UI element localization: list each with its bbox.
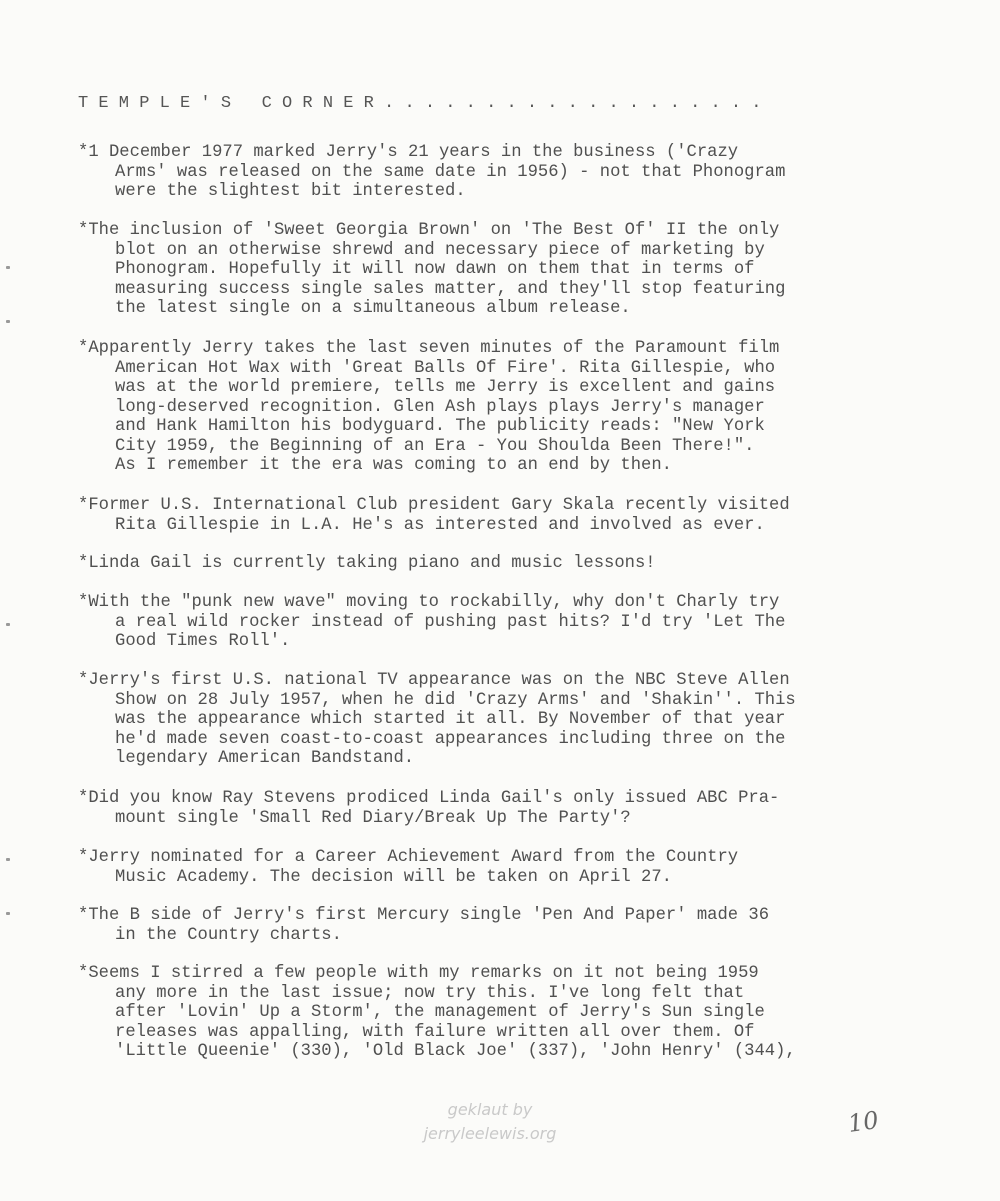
paragraph-line: *The B side of Jerry's first Mercury single 'Pen And Paper' made 36 xyxy=(78,906,770,925)
paragraph-line: *Former U.S. International Club president Gary Skala recently visited xyxy=(78,496,790,515)
paragraph-line: *Jerry's first U.S. national TV appearance was on the NBC Steve Allen xyxy=(78,671,790,690)
paragraph-line: Rita Gillespie in L.A. He's as interested and involved as ever. xyxy=(115,515,765,535)
paragraph-line: a real wild rocker instead of pushing past hits? I'd try 'Let The xyxy=(115,612,786,632)
paragraph-line: Show on 28 July 1957, when he did 'Crazy Arms' and 'Shakin''. This xyxy=(115,690,796,710)
paragraph xyxy=(78,906,769,945)
margin-mark xyxy=(6,912,10,915)
paragraph xyxy=(78,848,738,887)
paragraph-line: he'd made seven coast-to-coast appearances including three on the xyxy=(115,729,786,749)
paragraph-line: legendary American Bandstand. xyxy=(115,749,415,768)
watermark-line: geklaut by xyxy=(447,1100,533,1119)
paragraph xyxy=(78,593,785,652)
paragraph xyxy=(78,496,790,535)
paragraph xyxy=(78,789,779,828)
paragraph xyxy=(78,221,785,319)
paragraph-line: As I remember it the era was coming to an end by then. xyxy=(115,456,672,475)
paragraph-line: and Hank Hamilton his bodyguard. The publicity reads: "New York xyxy=(115,417,765,436)
paragraph-line: *Linda Gail is currently taking piano and music lessons! xyxy=(78,554,656,573)
paragraph xyxy=(78,143,785,202)
paragraph-line: *With the "punk new wave" moving to rockabilly, why don't Charly try xyxy=(78,593,780,612)
paragraph-line: the latest single on a simultaneous album release. xyxy=(115,299,631,318)
paragraph-line: releases was appalling, with failure written all over them. Of xyxy=(115,1022,755,1042)
paragraph-line: blot on an otherwise shrewd and necessary piece of marketing by xyxy=(115,240,765,260)
margin-mark xyxy=(6,623,10,626)
paragraph-line: any more in the last issue; now try this. I've long felt that xyxy=(115,983,745,1003)
paragraph-line: *1 December 1977 marked Jerry's 21 years in the business ('Crazy xyxy=(78,143,739,162)
paragraph-line: Good Times Roll'. xyxy=(115,632,291,651)
paragraph xyxy=(78,554,656,574)
paragraph-line: after 'Lovin' Up a Storm', the management of Jerry's Sun single xyxy=(115,1003,765,1022)
margin-mark xyxy=(6,266,10,269)
watermark xyxy=(380,1098,600,1146)
paragraph-line: in the Country charts. xyxy=(115,925,342,945)
paragraph-line: Arms' was released on the same date in 1956) - not that Phonogram xyxy=(115,162,786,182)
paragraph-line: *Did you know Ray Stevens prodiced Linda Gail's only issued ABC Pra- xyxy=(78,789,780,808)
paragraph xyxy=(78,339,779,476)
paragraph-line: long-deserved recognition. Glen Ash plays plays Jerry's manager xyxy=(115,397,765,417)
paragraph-line: was at the world premiere, tells me Jerry is excellent and gains xyxy=(115,378,776,397)
paragraph-line: *Seems I stirred a few people with my remarks on it not being 1959 xyxy=(78,964,759,983)
paragraph-line: Phonogram. Hopefully it will now dawn on them that in terms of xyxy=(115,260,755,279)
paragraph-line: *Jerry nominated for a Career Achievement Award from the Country xyxy=(78,848,739,867)
margin-mark xyxy=(6,858,10,861)
paragraph-line: 'Little Queenie' (330), 'Old Black Joe' (337), 'John Henry' (344), xyxy=(115,1042,796,1061)
paragraph-line: was the appearance which started it all. By November of that year xyxy=(115,710,786,729)
paragraph-line: City 1959, the Beginning of an Era - You Shoulda Been There!". xyxy=(115,436,755,456)
watermark-line: jerryleelewis.org xyxy=(423,1124,557,1143)
page-heading: T E M P L E ' S C O R N E R . . . . . . . . . . . . . . . . . . . xyxy=(78,94,762,113)
paragraph-line: were the slightest bit interested. xyxy=(115,182,466,201)
margin-mark xyxy=(6,320,10,323)
paragraph-line: Music Academy. The decision will be taken on April 27. xyxy=(115,867,672,887)
paragraph-line: *Apparently Jerry takes the last seven minutes of the Paramount film xyxy=(78,339,780,358)
paragraph xyxy=(78,964,796,1062)
paragraph-line: American Hot Wax with 'Great Balls Of Fire'. Rita Gillespie, who xyxy=(115,358,776,378)
paragraph-line: measuring success single sales matter, and they'll stop featuring xyxy=(115,279,786,299)
paragraph-line: *The inclusion of 'Sweet Georgia Brown' on 'The Best Of' II the only xyxy=(78,221,780,240)
page-number: 10 xyxy=(846,1106,881,1138)
paragraph xyxy=(78,671,796,769)
paragraph-line: mount single 'Small Red Diary/Break Up The Party'? xyxy=(115,808,631,828)
